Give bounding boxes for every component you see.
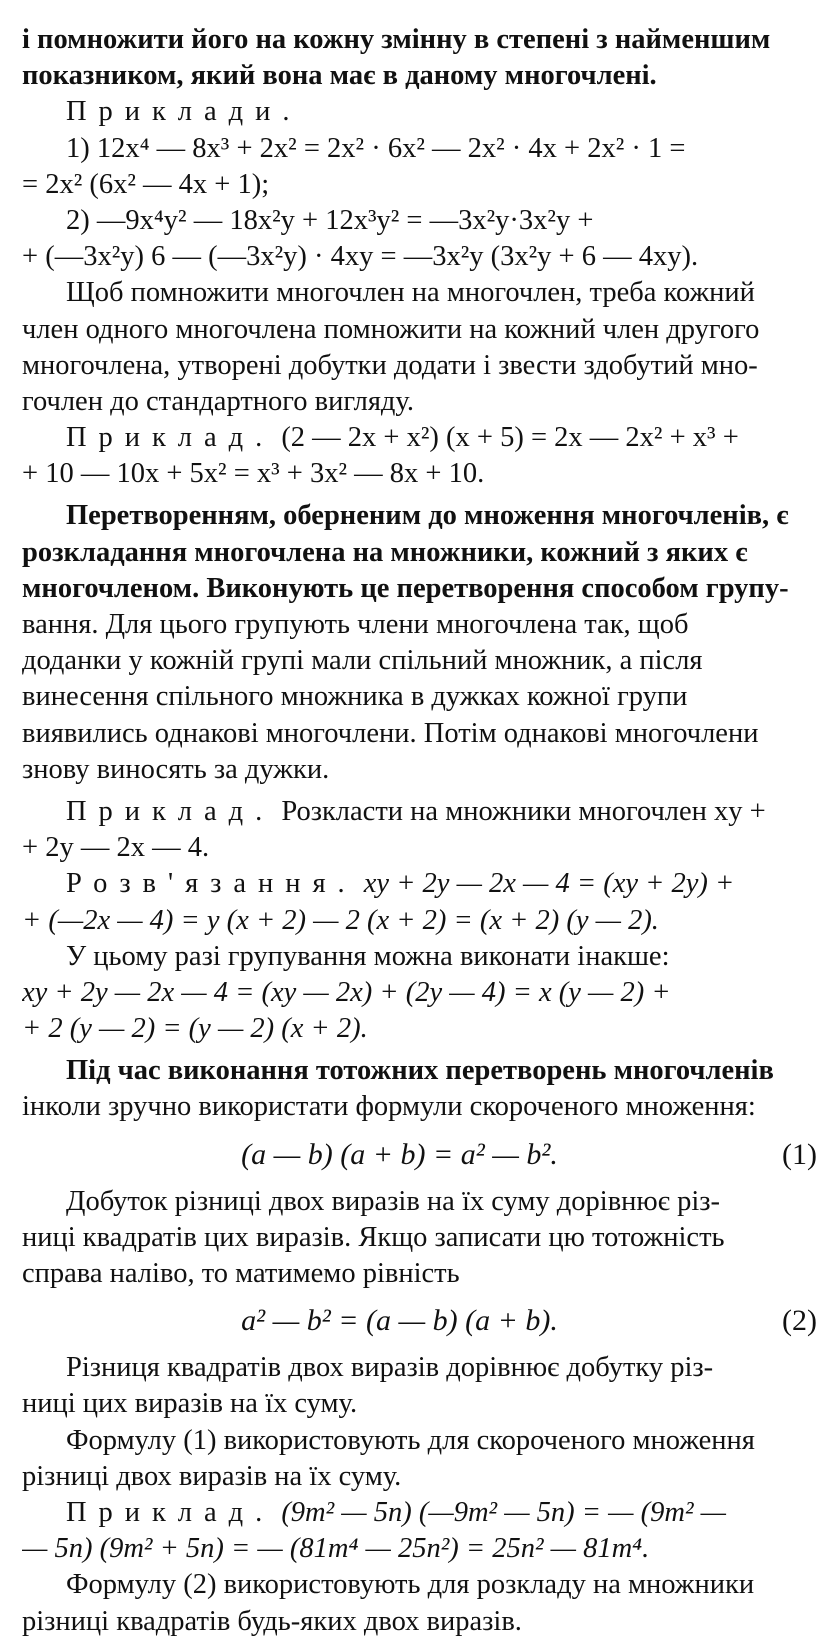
math-expression: xy + 2y — 2x — 4 = (xy + 2y) + [356, 868, 735, 900]
text-line: справа наліво, то матимемо рівність [22, 1258, 460, 1289]
text-line: гочлен до стандартного вигляду. [22, 385, 414, 417]
text-line: розкладання многочлена на множники, кожний з яких є [22, 536, 748, 568]
text-line: вання. Для цього групують члени многочлена так, щоб [22, 609, 689, 640]
text-line: Різниця квадратів двох виразів дорівнює добутку різ- [66, 1352, 714, 1384]
text-line: Формулу (1) використовують для скороченого множення [66, 1424, 755, 1456]
text-line: У цьому разі групування можна виконати інакше: [66, 940, 670, 972]
math-expression: (9m² — 5n) (—9m² — 5n) = — (9m² — [274, 1496, 726, 1528]
math-line: 1) 12x⁴ — 8x³ + 2x² = 2x² · 6x² — 2x² · 4x + 2x² · 1 = [66, 132, 686, 164]
text-line: ниці цих виразів на їх суму. [22, 1388, 358, 1420]
math-line: = 2x² (6x² — 4x + 1); [22, 168, 270, 200]
math-expression: (2 — 2x + x²) (x + 5) = 2x — 2x² + x³ + [274, 422, 739, 454]
text-line: знову виносять за дужки. [22, 753, 330, 785]
formula-expression: (a — b) (a + b) = a² — b². [241, 1137, 558, 1171]
math-line: xy + 2y — 2x — 4 = (xy — 2x) + (2y — 4) = x (y — 2) + [22, 976, 671, 1008]
text-line: інколи зручно використати формули скороченого множення: [22, 1091, 756, 1123]
formula-number: (1) [782, 1137, 817, 1171]
text-line: ниці квадратів цих виразів. Якщо записати цю тотожність [22, 1221, 725, 1253]
math-line: + (—2x — 4) = y (x + 2) — 2 (x + 2) = (x + 2) (y — 2). [22, 904, 659, 936]
text-line [22, 94, 817, 130]
text-line: винесення спільного множника в дужках кожної групи [22, 681, 688, 713]
math-line: + 10 — 10x + 5x² = x³ + 3x² — 8x + 10. [22, 458, 485, 490]
text-line [22, 794, 817, 830]
formula-number: (2) [782, 1304, 817, 1338]
solution-heading: Розв'язання. [66, 868, 357, 900]
text-line: і помножити його на кожну змінну в степені з найменшим [22, 24, 771, 55]
math-line: + (—3x²y) 6 — (—3x²y) · 4xy = —3x²y (3x²y + 6 — 4xy). [22, 241, 699, 273]
math-line: + 2 (y — 2) = (y — 2) (x + 2). [22, 1013, 368, 1045]
text-line: різниці квадратів будь-яких двох виразів. [22, 1605, 522, 1637]
example-heading: Приклади. [66, 96, 302, 128]
math-line [22, 866, 817, 902]
example-heading: Приклад. [66, 422, 275, 454]
text-line: показником, який вона має в даному многочлені. [22, 60, 657, 92]
text-line: Формулу (2) використовують для розкладу на множники [66, 1569, 755, 1601]
text-line: Перетворенням, оберненим до множення многочленів, є [66, 500, 789, 532]
formula-1 [22, 1126, 817, 1184]
text-line: член одного многочлена помножити на кожний член другого [22, 313, 760, 345]
example-heading: Приклад. [66, 1496, 275, 1528]
text-line: многочленом. Виконують це перетворення способом групу- [22, 572, 789, 604]
text-line: Добуток різниці двох виразів на їх суму дорівнює різ- [66, 1185, 720, 1217]
math-line: 2) —9x⁴y² — 18x²y + 12x³y² = —3x²y·3x²y + [66, 204, 594, 236]
math-line [22, 1495, 817, 1531]
text-line: різниці двох виразів на їх суму. [22, 1460, 402, 1492]
math-line: — 5n) (9m² + 5n) = — (81m⁴ — 25n²) = 25n² — 81m⁴. [22, 1533, 650, 1565]
math-line [22, 420, 817, 456]
text-line: Під час виконання тотожних перетворень многочленів [66, 1055, 774, 1087]
formula-expression: a² — b² = (a — b) (a + b). [241, 1304, 558, 1338]
text-line: Щоб помножити многочлен на многочлен, треба кожний [66, 277, 755, 309]
example-heading: Приклад. [66, 795, 275, 827]
math-line: + 2y — 2x — 4. [22, 832, 210, 864]
formula-2 [22, 1292, 817, 1350]
text-line: виявились однакові многочлени. Потім однакові многочлени [22, 717, 759, 749]
text-line: многочлена, утворені добутки додати і звести здобутий мно- [22, 349, 758, 381]
text-line: доданки у кожній групі мали спільний множник, а після [22, 645, 703, 677]
example-text: Розкласти на множники многочлен xy + [274, 795, 766, 827]
